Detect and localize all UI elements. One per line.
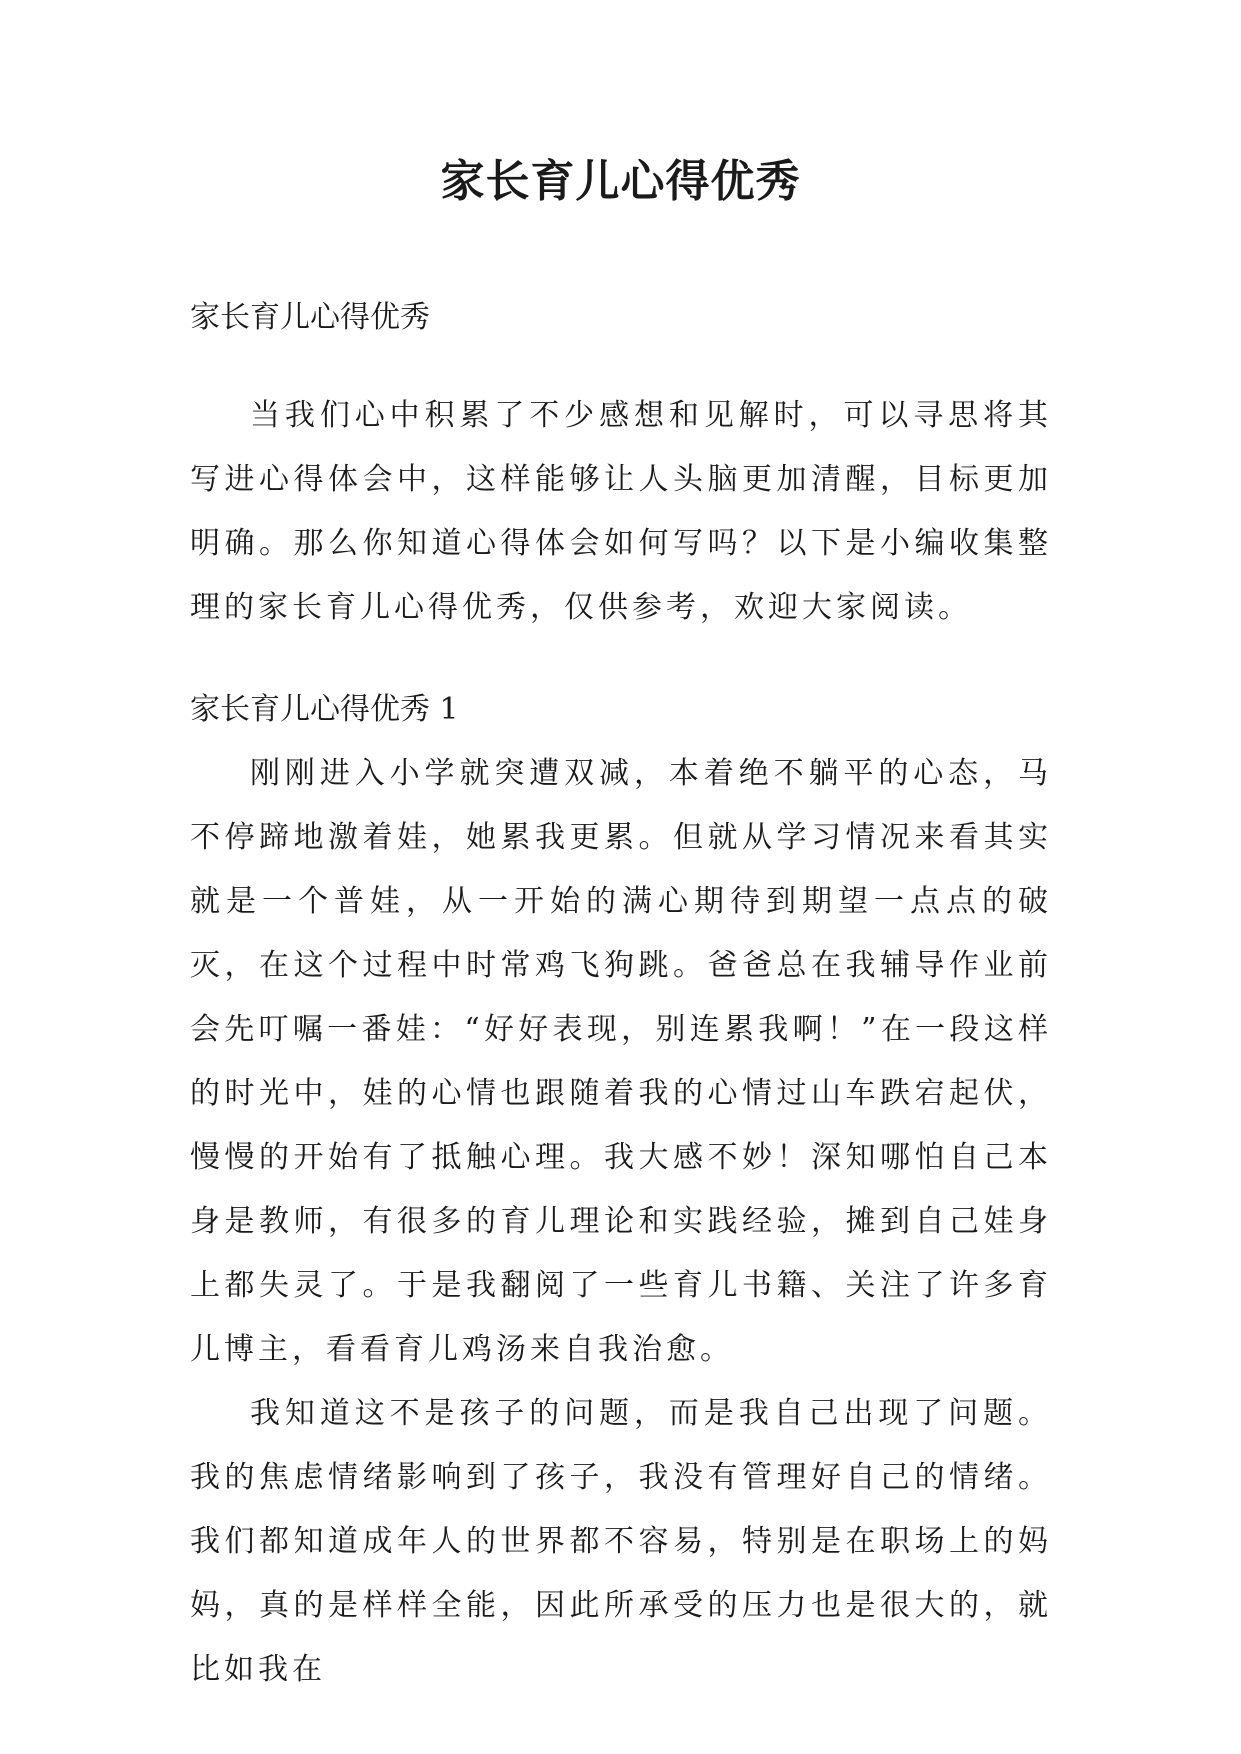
spacer [190, 350, 1052, 384]
body-paragraph: 刚刚进入小学就突遭双减，本着绝不躺平的心态，马不停蹄地激着娃，她累我更累。但就从学习情况来看其实就是一个普娃，从一开始的满心期待到期望一点点的破灭，在这个过程中时常鸡飞狗跳。爸爸总在我辅导作业前会先叮嘱一番娃：“好好表现，别连累我啊！”在一段这样的时光中，娃的心情也跟随着我的心情过山车跌宕起伏，慢慢的开始有了抵触心理。我大感不妙！深知哪怕自己本身是教师，有很多的育儿理论和实践经验，摊到自己娃身上都失灵了。于是我翻阅了一些育儿书籍、关注了许多育儿博主，看看育儿鸡汤来自我治愈。 [190, 756, 1052, 1367]
body-paragraph: 我知道这不是孩子的问题，而是我自己出现了问题。我的焦虑情绪影响到了孩子，我没有管理好自己的情绪。我们都知道成年人的世界都不容易，特别是在职场上的妈妈，真的是样样全能，因此所承受的压力也是很大的，就比如我在 [190, 1396, 1052, 1687]
section-heading: 家长育儿心得优秀 1 [190, 692, 459, 727]
spacer [190, 640, 1052, 678]
document-subtitle: 家长育儿心得优秀 [190, 300, 430, 335]
intro-paragraph: 当我们心中积累了不少感想和见解时，可以寻思将其写进心得体会中，这样能够让人头脑更加清醒，目标更加明确。那么你知道心得体会如何写吗？以下是小编收集整理的家长育儿心得优秀，仅供参考，欢迎大家阅读。 [190, 398, 1052, 625]
document-title: 家长育儿心得优秀 [440, 156, 801, 207]
document-body [190, 286, 1052, 1702]
